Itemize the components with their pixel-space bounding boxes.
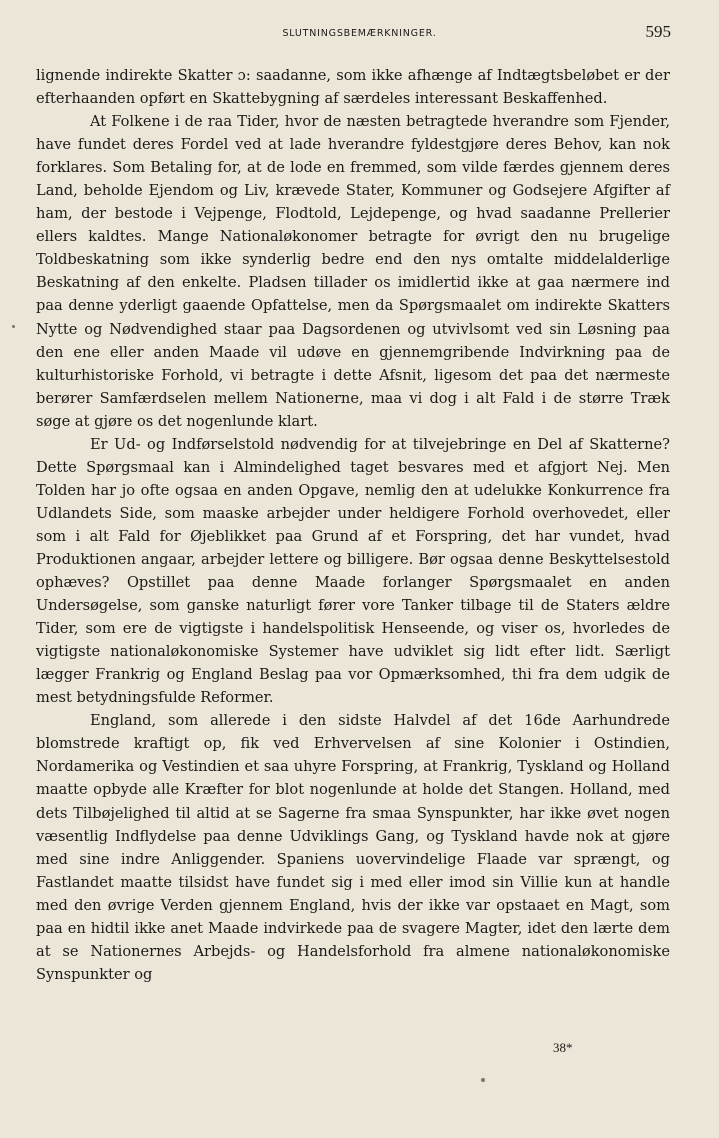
paragraph: England, som allerede i den sidste Halvdel af det 16de Aarhundrede blomstrede kraftigt op, fik ved Erhvervelsen af sine Kolonier i Ostindien, Nordamerika og Vestindien et saa uhyre Forspring, at Frankrig, Tyskland og Holland maatte opbyde alle Kræfter for blot nogenlunde at holde det Stangen. Holland, med dets Tilbøjelighed til altid at se Sagerne fra smaa Synspunkter, har ikke øvet nogen væsentlig Indflydelse paa denne Udviklings Gang, og Tyskland havde nok at gjøre med sine indre Anliggender. Spaniens uovervindelige Flaade var sprængt, og Fastlandet maatte tilsidst have fundet sig i med eller imod sin Villie kun at handle med den øvrige Verden gjennem England, hvis der ikke var opstaaet en Magt, som paa en hidtil ikke anet Maade indvirkede paa de svagere Magter, idet den lærte dem at se Nationernes Arbejds- og Handelsforhold fra almene nationaløkonomiske Synspunkter og <box>36 712 670 983</box>
body-text <box>36 64 670 986</box>
signature-mark: 38* <box>553 1040 573 1055</box>
running-title: SLUTNINGSBEMÆRKNINGER. <box>282 28 437 39</box>
paper-speck <box>481 1078 485 1082</box>
running-head <box>0 22 719 46</box>
paper-speck <box>12 325 15 328</box>
paragraph: At Folkene i de raa Tider, hvor de næsten betragtede hverandre som Fjender, have fundet deres Fordel ved at lade hverandre fyldestgjøre deres Behov, kan nok forklares. Som Betaling for, at de lode en fremmed, som vilde færdes gjennem deres Land, beholde Ejendom og Liv, krævede Stater, Kommuner og Godsejere Afgifter af ham, der bestode i Vejpenge, Flodtold, Lejdepenge, og hvad saadanne Prellerier ellers kaldtes. Mange Nationaløkonomer betragte for øvrigt den nu brugelige Toldbeskatning som ikke synderlig bedre end den nys omtalte middelalderlige Beskatning af den enkelte. Pladsen tillader os imidlertid ikke at gaa nærmere ind paa denne yderligt gaaende Opfattelse, men da Spørgsmaalet om indirekte Skatters Nytte og Nødvendighed staar paa Dagsordenen og utvivlsomt ved sin Løsning paa den ene eller anden Maade vil udøve en gjennemgribende Indvirkning paa de kulturhistoriske Forhold, vi betragte i dette Afsnit, ligesom det paa det nærmeste berører Samfærdselen mellem Nationerne, maa vi dog i alt Fald i de større Træk søge at gjøre os det nogenlunde klart. <box>36 113 670 430</box>
paragraph: Er Ud- og Indførselstold nødvendig for at tilvejebringe en Del af Skatterne? Dette Spørgsmaal kan i Almindelighed taget besvares med et afgjort Nej. Men Tolden har jo ofte ogsaa en anden Opgave, nemlig den at udelukke Konkurrence fra Udlandets Side, som maaske arbejder under heldigere Forhold overhovedet, eller som i alt Fald for Øjeblikket paa Grund af et Forspring, det har vundet, hvad Produktionen angaar, arbejder lettere og billigere. Bør ogsaa denne Beskyttelsestold ophæves? Opstillet paa denne Maade forlanger Spørgsmaalet en anden Undersøgelse, som ganske naturligt fører vore Tanker tilbage til de Staters ældre Tider, som ere de vigtigste i handelspolitisk Henseende, og viser os, hvorledes de vigtigste nationaløkonomiske Systemer have udviklet sig lidt efter lidt. Særligt lægger Frankrig og England Beslag paa vor Opmærksomhed, thi fra dem udgik de mest betydningsfulde Reformer. <box>36 435 670 707</box>
page-number: 595 <box>645 22 671 41</box>
paragraph-continued: lignende indirekte Skatter ɔ: saadanne, som ikke afhænge af Indtægtsbeløbet er der efterhaanden opført en Skattebygning af særdeles interessant Beskaffenhed. <box>36 67 670 108</box>
